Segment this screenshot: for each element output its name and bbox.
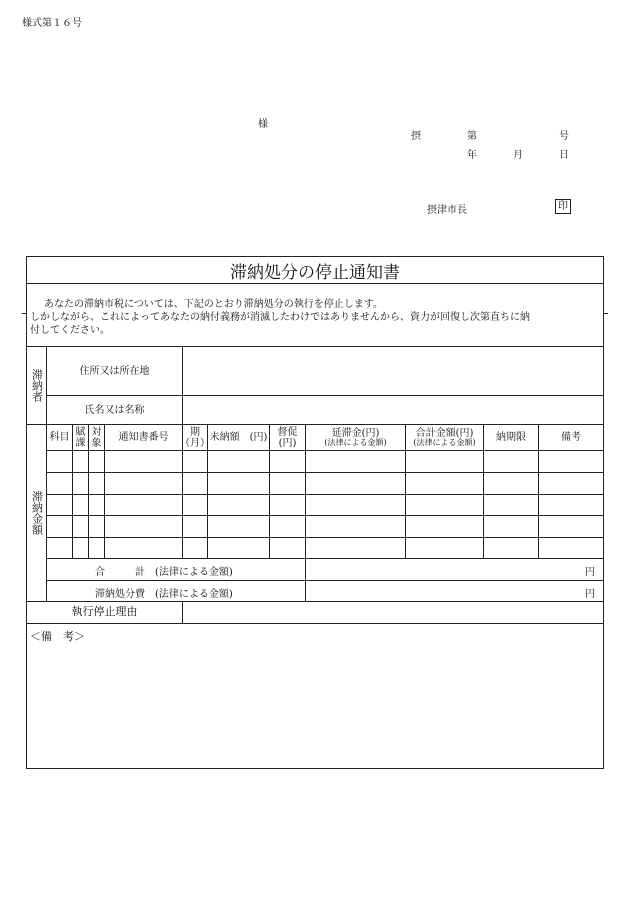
col-period-2: （月） (180, 437, 210, 449)
intro-line-2: しかしながら、これによってあなたの納付義務が消滅したわけではありませんから、資力が回復し次第直ちに納 (30, 312, 530, 323)
name-label: 氏名又は名称 (84, 404, 145, 416)
col-taisho (89, 425, 104, 450)
fee-row-label: 滞納処分費 (法律による金額) (95, 589, 233, 600)
issue-prefix: 摂 (411, 131, 421, 142)
col-fuka (73, 425, 88, 450)
amount-label: 滞納金額 (30, 491, 44, 535)
col-total-1: 合計金額(円) (415, 427, 474, 439)
remarks-label: ＜備 考＞ (30, 630, 85, 643)
form-number: 様式第１６号 (22, 18, 82, 29)
total-yen: 円 (585, 567, 595, 578)
issue-middle: 第 (467, 131, 477, 142)
col-reminder-1: 督促 (277, 426, 298, 438)
col-taisho-1: 対 (91, 426, 102, 438)
total-row-label: 合 計 (法律による金額) (95, 567, 233, 578)
col-item: 科目 (49, 432, 70, 443)
col-fuka-1: 賦 (75, 426, 86, 438)
delinquent-label: 滞納者 (30, 369, 44, 402)
date-month: 月 (513, 150, 523, 161)
col-fuka-2: 課 (75, 437, 86, 449)
address-label: 住所又は所在地 (79, 365, 150, 377)
intro-line-3: 付してください。 (30, 325, 110, 336)
col-period-1: 期 (190, 426, 200, 438)
col-total-2: (法律による金額) (413, 437, 476, 447)
col-due-date: 納期限 (496, 432, 526, 443)
col-late-fee (306, 425, 405, 450)
col-notice-no: 通知書番号 (118, 432, 169, 443)
issue-suffix: 号 (559, 131, 569, 142)
col-late-fee-1: 延滞金(円) (331, 427, 380, 439)
seal-stamp: 印 (555, 199, 571, 214)
date-day: 日 (559, 150, 569, 161)
col-reminder (270, 425, 305, 450)
issuer: 摂津市長 (427, 205, 467, 216)
addressee-suffix: 様 (258, 119, 268, 130)
date-year: 年 (467, 150, 477, 161)
col-late-fee-2: (法律による金額) (324, 437, 387, 447)
col-unpaid: 未納額 (円) (209, 432, 268, 443)
intro-line-1: あなたの滞納市税については、下記のとおり滞納処分の執行を停止します。 (44, 299, 383, 310)
col-period (180, 425, 210, 450)
form-title: 滞納処分の停止通知書 (230, 263, 400, 283)
fee-yen: 円 (585, 589, 595, 600)
col-taisho-2: 象 (91, 437, 102, 449)
col-remarks: 備考 (561, 432, 581, 443)
col-reminder-2: (円) (278, 437, 297, 449)
col-total (406, 425, 483, 450)
reason-label: 執行停止理由 (71, 605, 138, 619)
